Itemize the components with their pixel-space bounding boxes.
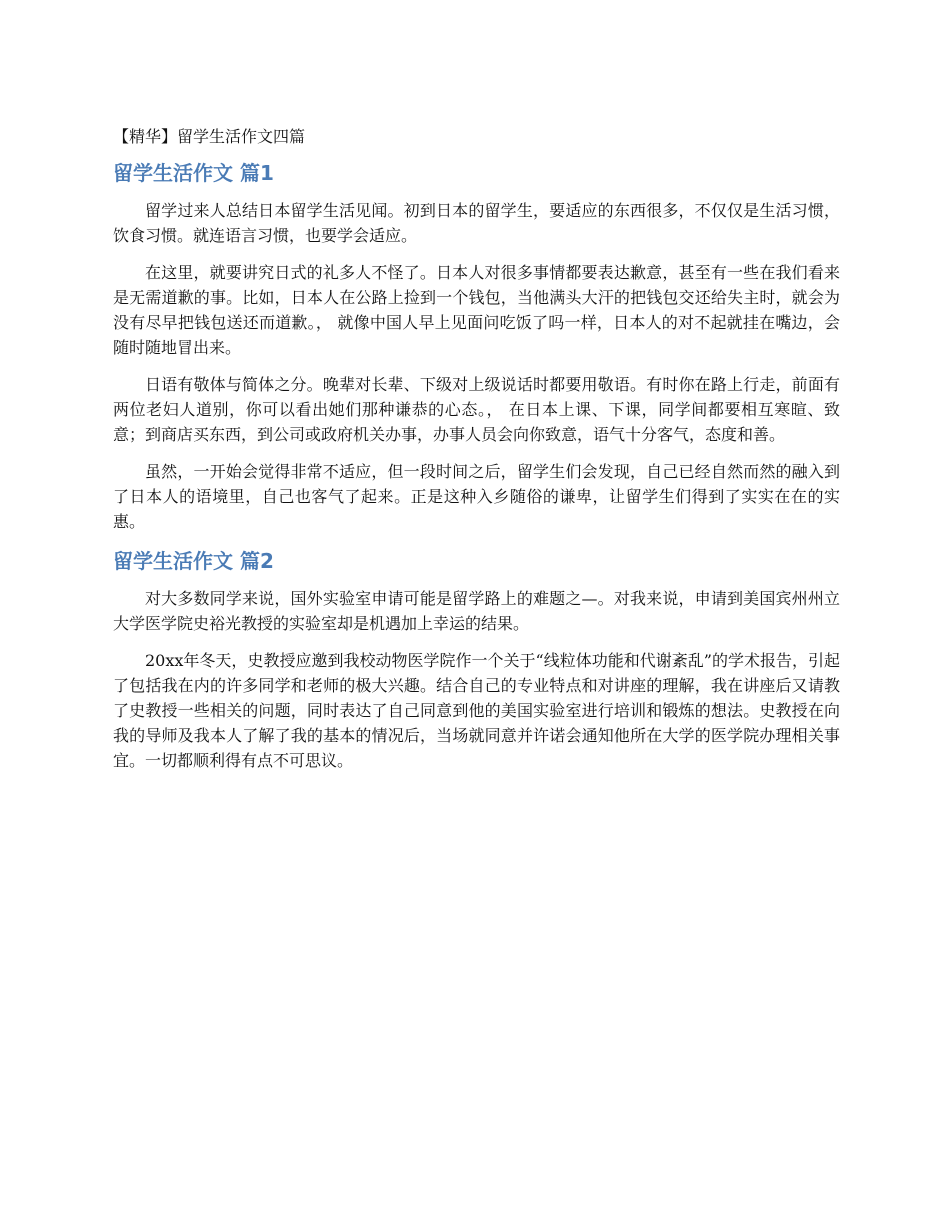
document-title: 【精华】留学生活作文四篇 <box>113 127 306 146</box>
section-2 <box>113 546 840 773</box>
paragraph: 20xx年冬天，史教授应邀到我校动物医学院作一个关于“线粒体功能和代谢紊乱”的学术报告，引起了包括我在内的许多同学和老师的极大兴趣。结合自己的专业特点和对讲座的理解，我在讲座后又请教了史教授一些相关的问题，同时表达了自己同意到他的美国实验室进行培训和锻炼的想法。史教授在向我的导师及我本人了解了我的基本的情况后，当场就同意并许诺会通知他所在大学的医学院办理相关事宜。一切都顺利得有点不可思议。 <box>113 651 840 770</box>
paragraph: 日语有敬体与简体之分。晚辈对长辈、下级对上级说话时都要用敬语。有时你在路上行走，前面有两位老妇人道别，你可以看出她们那种谦恭的心态。， 在日本上课、下课，同学间都要相互寒暄、致意；到商店买东西，到公司或政府机关办事，办事人员会向你致意，语气十分客气，态度和善。 <box>113 375 840 444</box>
section-heading: 留学生活作文 篇2 <box>113 549 274 573</box>
paragraph: 留学过来人总结日本留学生活见闻。初到日本的留学生，要适应的东西很多，不仅仅是生活习惯，饮食习惯。就连语言习惯，也要学会适应。 <box>113 201 840 245</box>
paragraph: 虽然，一开始会觉得非常不适应，但一段时间之后，留学生们会发现，自己已经自然而然的融入到了日本人的语境里，自己也客气了起来。正是这种入乡随俗的谦卑，让留学生们得到了实实在在的实惠。 <box>113 462 840 531</box>
document-page <box>113 124 840 785</box>
section-1 <box>113 158 840 534</box>
section-heading: 留学生活作文 篇1 <box>113 161 274 185</box>
paragraph: 在这里，就要讲究日式的礼多人不怪了。日本人对很多事情都要表达歉意，甚至有一些在我们看来是无需道歉的事。比如，日本人在公路上捡到一个钱包，当他满头大汗的把钱包交还给失主时，就会为没有尽早把钱包送还而道歉。， 就像中国人早上见面问吃饭了吗一样，日本人的对不起就挂在嘴边，会随时随地冒出来。 <box>113 263 840 357</box>
paragraph: 对大多数同学来说，国外实验室申请可能是留学路上的难题之—。对我来说，申请到美国宾州州立大学医学院史裕光教授的实验室却是机遇加上幸运的结果。 <box>113 589 840 633</box>
